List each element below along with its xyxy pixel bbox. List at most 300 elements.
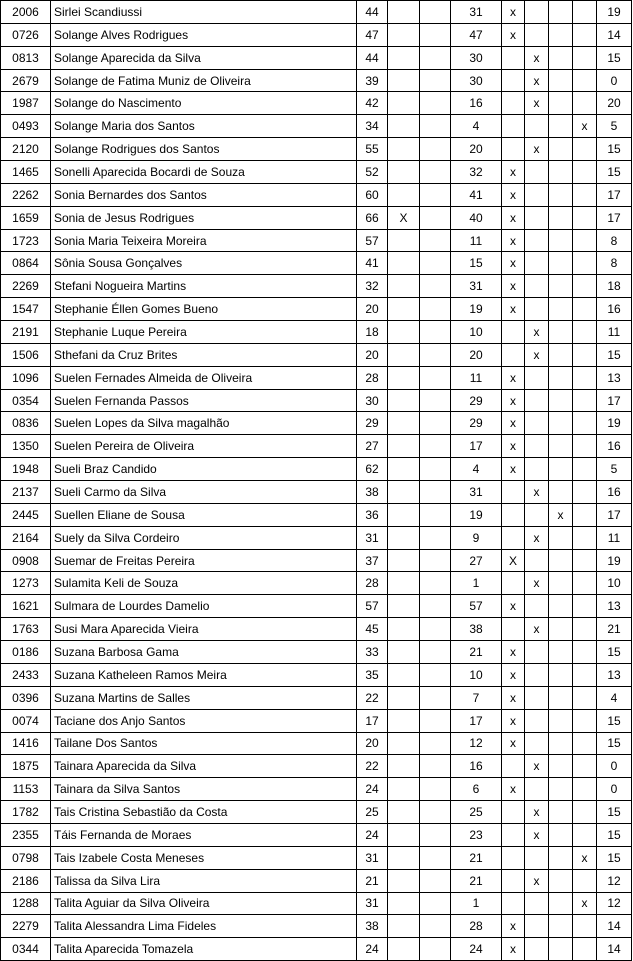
cell-col-x2 <box>420 892 451 915</box>
cell-mark-c <box>549 343 573 366</box>
cell-mark-d <box>573 298 597 321</box>
cell-mark-b <box>525 206 549 229</box>
cell-years: 6 <box>451 778 502 801</box>
cell-mark-a <box>502 755 525 778</box>
cell-mark-b <box>525 595 549 618</box>
cell-col-x1 <box>388 846 420 869</box>
table-row <box>1 229 632 252</box>
cell-mark-c <box>549 846 573 869</box>
cell-col-x2 <box>420 321 451 344</box>
cell-code: 0864 <box>1 252 51 275</box>
cell-years: 47 <box>451 23 502 46</box>
cell-age: 47 <box>357 23 388 46</box>
cell-col-x1 <box>388 801 420 824</box>
cell-name: Taciane dos Anjo Santos <box>51 709 357 732</box>
cell-age: 44 <box>357 1 388 24</box>
table-row <box>1 709 632 732</box>
cell-mark-b <box>525 503 549 526</box>
cell-name: Solange do Nascimento <box>51 92 357 115</box>
cell-mark-a <box>502 618 525 641</box>
cell-name: Susi Mara Aparecida Vieira <box>51 618 357 641</box>
cell-score: 12 <box>597 892 632 915</box>
cell-mark-c <box>549 138 573 161</box>
cell-mark-c <box>549 389 573 412</box>
cell-mark-c <box>549 1 573 24</box>
cell-code: 2269 <box>1 275 51 298</box>
cell-years: 23 <box>451 823 502 846</box>
cell-age: 28 <box>357 366 388 389</box>
cell-years: 25 <box>451 801 502 824</box>
table-row <box>1 389 632 412</box>
cell-mark-d <box>573 869 597 892</box>
cell-name: Solange de Fatima Muniz de Oliveira <box>51 69 357 92</box>
cell-col-x2 <box>420 206 451 229</box>
cell-mark-d: x <box>573 846 597 869</box>
cell-mark-a: x <box>502 915 525 938</box>
cell-col-x1 <box>388 23 420 46</box>
cell-score: 15 <box>597 46 632 69</box>
cell-mark-b <box>525 229 549 252</box>
cell-mark-c <box>549 823 573 846</box>
cell-years: 31 <box>451 275 502 298</box>
cell-col-x2 <box>420 252 451 275</box>
cell-age: 20 <box>357 732 388 755</box>
cell-col-x1 <box>388 526 420 549</box>
cell-years: 17 <box>451 435 502 458</box>
cell-col-x1 <box>388 549 420 572</box>
table-row <box>1 435 632 458</box>
cell-years: 21 <box>451 869 502 892</box>
cell-score: 15 <box>597 709 632 732</box>
cell-mark-c <box>549 641 573 664</box>
cell-name: Suellen Eliane de Sousa <box>51 503 357 526</box>
cell-col-x1 <box>388 618 420 641</box>
cell-code: 1547 <box>1 298 51 321</box>
cell-age: 42 <box>357 92 388 115</box>
cell-mark-c <box>549 481 573 504</box>
cell-col-x1 <box>388 823 420 846</box>
cell-mark-a: x <box>502 435 525 458</box>
cell-mark-d <box>573 92 597 115</box>
cell-age: 24 <box>357 823 388 846</box>
cell-code: 1416 <box>1 732 51 755</box>
cell-col-x2 <box>420 938 451 961</box>
cell-code: 1987 <box>1 92 51 115</box>
cell-age: 60 <box>357 183 388 206</box>
cell-score: 0 <box>597 755 632 778</box>
table-row <box>1 69 632 92</box>
cell-years: 41 <box>451 183 502 206</box>
cell-age: 34 <box>357 115 388 138</box>
cell-name: Tainara Aparecida da Silva <box>51 755 357 778</box>
cell-mark-b <box>525 641 549 664</box>
cell-mark-d <box>573 732 597 755</box>
cell-score: 11 <box>597 321 632 344</box>
cell-col-x1 <box>388 892 420 915</box>
table-row <box>1 526 632 549</box>
cell-name: Sueli Carmo da Silva <box>51 481 357 504</box>
cell-code: 2433 <box>1 663 51 686</box>
table-row <box>1 846 632 869</box>
cell-score: 17 <box>597 183 632 206</box>
cell-mark-a: x <box>502 732 525 755</box>
cell-years: 24 <box>451 938 502 961</box>
cell-mark-a: x <box>502 366 525 389</box>
cell-age: 31 <box>357 526 388 549</box>
cell-years: 32 <box>451 161 502 184</box>
cell-score: 5 <box>597 115 632 138</box>
cell-mark-c <box>549 915 573 938</box>
cell-years: 11 <box>451 229 502 252</box>
cell-col-x1 <box>388 69 420 92</box>
cell-name: Sueli Braz Candido <box>51 458 357 481</box>
cell-score: 8 <box>597 229 632 252</box>
cell-age: 57 <box>357 595 388 618</box>
cell-col-x2 <box>420 732 451 755</box>
cell-col-x2 <box>420 663 451 686</box>
cell-mark-a <box>502 481 525 504</box>
table-row <box>1 823 632 846</box>
cell-mark-d <box>573 458 597 481</box>
cell-mark-c <box>549 572 573 595</box>
cell-mark-a: x <box>502 206 525 229</box>
table-row <box>1 549 632 572</box>
cell-col-x1 <box>388 252 420 275</box>
cell-mark-b: x <box>525 526 549 549</box>
cell-mark-b <box>525 435 549 458</box>
cell-age: 28 <box>357 572 388 595</box>
cell-code: 0813 <box>1 46 51 69</box>
cell-mark-c <box>549 412 573 435</box>
cell-col-x2 <box>420 1 451 24</box>
cell-years: 10 <box>451 663 502 686</box>
cell-mark-b <box>525 892 549 915</box>
cell-mark-c <box>549 321 573 344</box>
cell-score: 17 <box>597 503 632 526</box>
table-row <box>1 618 632 641</box>
cell-years: 21 <box>451 641 502 664</box>
cell-mark-a: x <box>502 275 525 298</box>
table-row <box>1 503 632 526</box>
cell-age: 62 <box>357 458 388 481</box>
cell-col-x2 <box>420 435 451 458</box>
cell-mark-a: x <box>502 23 525 46</box>
cell-years: 17 <box>451 709 502 732</box>
table-row <box>1 183 632 206</box>
cell-mark-c <box>549 892 573 915</box>
cell-mark-a: x <box>502 709 525 732</box>
cell-score: 15 <box>597 846 632 869</box>
cell-code: 1096 <box>1 366 51 389</box>
cell-name: Suzana Katheleen Ramos Meira <box>51 663 357 686</box>
table-row <box>1 755 632 778</box>
cell-col-x1 <box>388 938 420 961</box>
cell-col-x2 <box>420 275 451 298</box>
cell-col-x2 <box>420 343 451 366</box>
cell-name: Talita Aparecida Tomazela <box>51 938 357 961</box>
cell-mark-b <box>525 778 549 801</box>
cell-mark-a <box>502 823 525 846</box>
cell-mark-b <box>525 846 549 869</box>
cell-mark-c: x <box>549 503 573 526</box>
cell-code: 1350 <box>1 435 51 458</box>
cell-mark-b <box>525 549 549 572</box>
cell-mark-b <box>525 161 549 184</box>
cell-years: 28 <box>451 915 502 938</box>
cell-mark-a: x <box>502 595 525 618</box>
cell-col-x1 <box>388 138 420 161</box>
cell-code: 2186 <box>1 869 51 892</box>
cell-mark-d <box>573 915 597 938</box>
cell-score: 4 <box>597 686 632 709</box>
cell-mark-b: x <box>525 755 549 778</box>
cell-mark-c <box>549 69 573 92</box>
cell-code: 0396 <box>1 686 51 709</box>
table-row <box>1 23 632 46</box>
table-row <box>1 206 632 229</box>
cell-mark-a: x <box>502 686 525 709</box>
cell-score: 19 <box>597 1 632 24</box>
cell-col-x2 <box>420 183 451 206</box>
cell-col-x2 <box>420 115 451 138</box>
cell-code: 1659 <box>1 206 51 229</box>
cell-mark-c <box>549 801 573 824</box>
cell-col-x2 <box>420 595 451 618</box>
table-row <box>1 778 632 801</box>
cell-col-x1 <box>388 686 420 709</box>
table-row <box>1 92 632 115</box>
cell-years: 31 <box>451 481 502 504</box>
cell-mark-c <box>549 115 573 138</box>
cell-mark-a <box>502 801 525 824</box>
cell-age: 24 <box>357 938 388 961</box>
cell-years: 4 <box>451 458 502 481</box>
cell-mark-d <box>573 778 597 801</box>
cell-col-x2 <box>420 458 451 481</box>
cell-score: 16 <box>597 481 632 504</box>
cell-mark-c <box>549 732 573 755</box>
cell-code: 1763 <box>1 618 51 641</box>
cell-age: 55 <box>357 138 388 161</box>
cell-col-x2 <box>420 23 451 46</box>
cell-name: Suzana Martins de Salles <box>51 686 357 709</box>
cell-mark-c <box>549 526 573 549</box>
cell-code: 0493 <box>1 115 51 138</box>
cell-name: Sonelli Aparecida Bocardi de Souza <box>51 161 357 184</box>
cell-col-x2 <box>420 869 451 892</box>
cell-mark-d <box>573 23 597 46</box>
cell-mark-b <box>525 412 549 435</box>
cell-name: Sonia Bernardes dos Santos <box>51 183 357 206</box>
cell-mark-d <box>573 823 597 846</box>
cell-col-x2 <box>420 778 451 801</box>
cell-mark-d <box>573 229 597 252</box>
cell-code: 2006 <box>1 1 51 24</box>
cell-col-x2 <box>420 366 451 389</box>
cell-mark-d <box>573 526 597 549</box>
cell-mark-b <box>525 938 549 961</box>
cell-col-x1 <box>388 755 420 778</box>
cell-years: 4 <box>451 115 502 138</box>
cell-code: 0908 <box>1 549 51 572</box>
cell-mark-d <box>573 389 597 412</box>
cell-mark-a <box>502 92 525 115</box>
cell-age: 38 <box>357 481 388 504</box>
cell-years: 20 <box>451 138 502 161</box>
cell-col-x2 <box>420 846 451 869</box>
cell-years: 19 <box>451 298 502 321</box>
table-row <box>1 366 632 389</box>
cell-mark-c <box>549 23 573 46</box>
cell-mark-d <box>573 595 597 618</box>
cell-mark-a <box>502 526 525 549</box>
cell-mark-b <box>525 366 549 389</box>
cell-code: 1506 <box>1 343 51 366</box>
cell-years: 30 <box>451 69 502 92</box>
table-row <box>1 298 632 321</box>
cell-col-x2 <box>420 481 451 504</box>
cell-mark-a: x <box>502 641 525 664</box>
cell-code: 2279 <box>1 915 51 938</box>
table-row <box>1 663 632 686</box>
cell-code: 0186 <box>1 641 51 664</box>
cell-col-x1 <box>388 366 420 389</box>
cell-mark-c <box>549 252 573 275</box>
cell-mark-c <box>549 938 573 961</box>
cell-col-x2 <box>420 92 451 115</box>
cell-name: Sonia Maria Teixeira Moreira <box>51 229 357 252</box>
cell-name: Sonia de Jesus Rodrigues <box>51 206 357 229</box>
cell-col-x2 <box>420 69 451 92</box>
table-row <box>1 572 632 595</box>
table-row <box>1 458 632 481</box>
cell-mark-b: x <box>525 69 549 92</box>
cell-mark-d <box>573 938 597 961</box>
cell-code: 2445 <box>1 503 51 526</box>
table-row <box>1 686 632 709</box>
cell-mark-c <box>549 161 573 184</box>
cell-years: 29 <box>451 389 502 412</box>
cell-age: 41 <box>357 252 388 275</box>
cell-mark-a <box>502 343 525 366</box>
cell-mark-c <box>549 549 573 572</box>
cell-age: 45 <box>357 618 388 641</box>
cell-years: 12 <box>451 732 502 755</box>
cell-code: 2120 <box>1 138 51 161</box>
cell-score: 20 <box>597 92 632 115</box>
cell-mark-d <box>573 138 597 161</box>
cell-age: 44 <box>357 46 388 69</box>
cell-mark-c <box>549 46 573 69</box>
cell-age: 20 <box>357 343 388 366</box>
cell-mark-a <box>502 572 525 595</box>
cell-name: Solange Aparecida da Silva <box>51 46 357 69</box>
cell-name: Sulmara de Lourdes Damelio <box>51 595 357 618</box>
table-row <box>1 595 632 618</box>
cell-mark-d <box>573 572 597 595</box>
cell-mark-b: x <box>525 572 549 595</box>
cell-col-x1 <box>388 778 420 801</box>
cell-name: Sirlei Scandiussi <box>51 1 357 24</box>
cell-age: 52 <box>357 161 388 184</box>
cell-mark-a <box>502 503 525 526</box>
cell-col-x2 <box>420 686 451 709</box>
cell-col-x2 <box>420 641 451 664</box>
cell-code: 1875 <box>1 755 51 778</box>
cell-score: 16 <box>597 298 632 321</box>
cell-mark-b <box>525 458 549 481</box>
cell-years: 7 <box>451 686 502 709</box>
table-row <box>1 938 632 961</box>
cell-age: 22 <box>357 755 388 778</box>
cell-col-x1 <box>388 183 420 206</box>
cell-mark-a: x <box>502 229 525 252</box>
cell-col-x2 <box>420 229 451 252</box>
cell-mark-c <box>549 366 573 389</box>
cell-score: 16 <box>597 435 632 458</box>
cell-mark-a: x <box>502 458 525 481</box>
cell-code: 1621 <box>1 595 51 618</box>
cell-years: 9 <box>451 526 502 549</box>
cell-name: Suemar de Freitas Pereira <box>51 549 357 572</box>
cell-col-x1 <box>388 389 420 412</box>
cell-col-x1 <box>388 229 420 252</box>
cell-years: 1 <box>451 572 502 595</box>
cell-age: 18 <box>357 321 388 344</box>
cell-mark-d <box>573 435 597 458</box>
table-row <box>1 275 632 298</box>
cell-age: 39 <box>357 69 388 92</box>
cell-mark-a: x <box>502 183 525 206</box>
cell-col-x1 <box>388 298 420 321</box>
cell-age: 22 <box>357 686 388 709</box>
cell-years: 21 <box>451 846 502 869</box>
cell-age: 29 <box>357 412 388 435</box>
cell-mark-d <box>573 275 597 298</box>
cell-mark-c <box>549 298 573 321</box>
cell-mark-a: x <box>502 389 525 412</box>
cell-years: 27 <box>451 549 502 572</box>
cell-mark-a <box>502 846 525 869</box>
cell-mark-b <box>525 275 549 298</box>
cell-score: 12 <box>597 869 632 892</box>
cell-score: 17 <box>597 389 632 412</box>
cell-col-x1 <box>388 92 420 115</box>
table-row <box>1 801 632 824</box>
cell-mark-d <box>573 503 597 526</box>
table-row <box>1 732 632 755</box>
cell-code: 2137 <box>1 481 51 504</box>
cell-age: 31 <box>357 846 388 869</box>
cell-col-x1 <box>388 458 420 481</box>
cell-mark-d <box>573 1 597 24</box>
cell-col-x1 <box>388 46 420 69</box>
cell-score: 8 <box>597 252 632 275</box>
cell-mark-a: x <box>502 252 525 275</box>
cell-mark-c <box>549 618 573 641</box>
cell-mark-b <box>525 115 549 138</box>
cell-years: 20 <box>451 343 502 366</box>
cell-name: Talita Alessandra Lima Fideles <box>51 915 357 938</box>
cell-years: 16 <box>451 92 502 115</box>
cell-age: 20 <box>357 298 388 321</box>
cell-name: Talita Aguiar da Silva Oliveira <box>51 892 357 915</box>
cell-mark-b <box>525 709 549 732</box>
cell-code: 2164 <box>1 526 51 549</box>
table-row <box>1 915 632 938</box>
cell-mark-d <box>573 481 597 504</box>
cell-mark-c <box>549 183 573 206</box>
